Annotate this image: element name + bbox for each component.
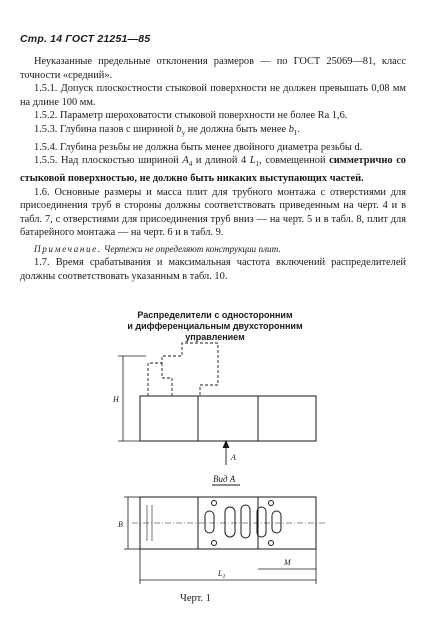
view-label-A: Вид А <box>213 474 236 484</box>
paragraph-1-5-5-text-a: 1.5.5. Над плоскостью шириной <box>34 155 183 167</box>
paragraph-tolerances: Неуказанные предельные отклонения размеров — по ГОСТ 25069—81, класс точности «средний». <box>20 56 406 81</box>
symbol-A-subscript: 4 <box>188 160 193 169</box>
symbol-L-subscript: 1 <box>255 160 260 169</box>
note-label: Примечание. <box>34 243 102 254</box>
paragraph-1-5-3-text-b: не должна быть менее <box>185 123 289 135</box>
symbol-b: b <box>176 123 182 135</box>
paragraph-1-5-5-text-c: , совмещенной <box>259 155 330 167</box>
label-H: H <box>113 395 119 404</box>
symbol-b-subscript: у <box>181 129 186 138</box>
label-L1-main: L <box>218 569 223 578</box>
actuator-outline-dashed <box>148 343 218 396</box>
port-slots <box>205 505 281 538</box>
paragraph-1-5-3-text-a: 1.5.3. Глубина пазов с шириной <box>34 123 177 135</box>
view-arrow-A <box>223 441 229 465</box>
paragraph-1-5-2: 1.5.2. Параметр шероховатости стыковой поверхности не более Ra 1,6. <box>34 110 348 122</box>
label-L1-sub: 1 <box>222 574 226 580</box>
figure-title-line-1: Распределители с односторонним <box>137 310 293 320</box>
paragraph-1-5-5-text-b: и длиной 4 <box>192 155 250 167</box>
label-L1 <box>217 569 225 580</box>
symbol-b1: b <box>288 123 294 135</box>
symbol-A: A <box>182 155 189 167</box>
symbol-L: L <box>249 155 256 167</box>
figure-title-line-3: управлением <box>185 332 245 342</box>
paragraph-1-7: 1.7. Время срабатывания и максимальная частота включений распределителей должны соответствовать указанным в табл. 10. <box>20 257 406 283</box>
label-M: M <box>284 558 291 567</box>
paragraph-1-5-5-bold-1: симметрично со стыковой поверхностью, не должно быть никаких <box>20 155 407 184</box>
label-B: B <box>118 520 123 529</box>
note-text: Чертежи не определяют конструкции плит. <box>104 243 281 254</box>
paragraph-1-5-1: 1.5.1. Допуск плоскостности стыковой поверхности не должен превышать 0,08 мм на длине 100 мм. <box>20 83 406 108</box>
valve-body-side-view <box>140 396 316 441</box>
figure-title-line-2: и дифференциальным двухсторонним <box>127 321 303 331</box>
paragraph-1-5-3: 1.5.3. Глубина пазов с шириной $b_у$ не должна быть менее $b_1$. <box>34 123 300 138</box>
page-header: Стр. 14 ГОСТ 21251—85 <box>20 33 151 45</box>
label-A: A <box>231 453 236 462</box>
paragraph-1-5-5-bold-2: выступающих частей. <box>259 172 364 184</box>
figure-caption: Черт. 1 <box>180 593 211 604</box>
dimension-H <box>118 356 146 441</box>
paragraph-1-5-4: 1.5.4. Глубина резьбы не должна быть менее двойного диаметра резьбы d. <box>34 141 363 153</box>
symbol-b1-subscript: 1 <box>293 129 298 138</box>
paragraph-1-6: 1.6. Основные размеры и масса плит для трубного монтажа с отверстиями для присоединения труб в стороны должны соответствовать приведенным на черт. 4 и в табл. 7, с отверстиями для присоединения труб вниз — на черт. 5 и в табл. 8, плит для батарейного монтажа — на черт. 6 и в табл. 9. <box>20 186 406 239</box>
